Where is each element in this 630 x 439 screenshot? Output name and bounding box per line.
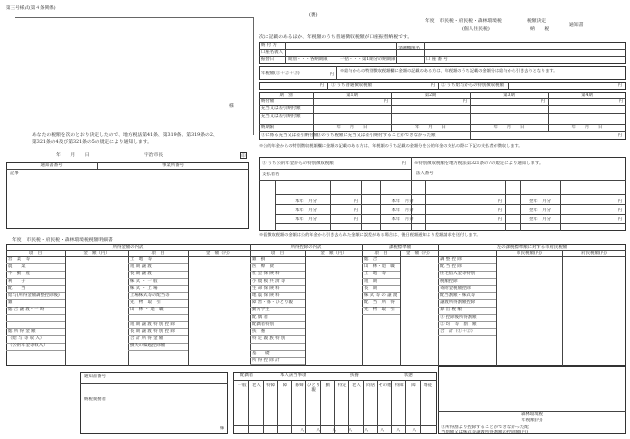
- row-divider: [128, 350, 188, 351]
- deduction-item: 特 定 親 族 特 別: [252, 336, 286, 342]
- deduction-item: 所 得 控 除 計: [252, 357, 280, 363]
- credit-item: 譲渡所得割額控除: [440, 300, 476, 306]
- notice-date: 年 月 日: [56, 153, 90, 158]
- deduction-item: 配 偶 者: [252, 314, 268, 320]
- family-col-divider: [320, 380, 321, 434]
- taxable-item: 総 合: [364, 257, 378, 262]
- form-number: 第三号様式(第４条関係): [6, 6, 56, 11]
- taxable-item: 短 期: [364, 278, 378, 284]
- income-item: 利 子: [8, 278, 26, 284]
- ordinary-label: ① うち普通徴収税額: [331, 83, 372, 88]
- annual-label: 年税額(①＋②＋③): [261, 71, 300, 76]
- seal-label: 様: [229, 104, 234, 109]
- income-item-2: 株 式 ・ 上 場: [130, 285, 158, 291]
- family-col-label: ひとり親: [306, 383, 321, 393]
- row-divider: [362, 314, 400, 315]
- annual-yen: 円: [329, 72, 334, 77]
- back-mark: (裏): [309, 13, 318, 18]
- family-col-divider: [363, 380, 364, 434]
- period-2: 第2期: [424, 93, 437, 98]
- family-col-label: 障: [411, 383, 416, 388]
- memo-label: 記事: [10, 171, 19, 176]
- deduction-item: 勤労学生: [252, 307, 270, 313]
- taxable-item: 先 物 取 引: [364, 307, 395, 313]
- family-unit: 人: [316, 428, 321, 433]
- income-item-2: 山 林 ・ 退 職: [130, 307, 164, 313]
- lump-text: 一括・・・第1期分の納期限: [340, 57, 396, 62]
- deduction-item: 基 礎: [252, 350, 270, 356]
- taxable-item: 長 期: [364, 285, 378, 291]
- row-offset-2: 充当又は差引納付額: [261, 114, 301, 119]
- income-item: 農 業: [8, 264, 26, 270]
- family-unit: 人: [364, 428, 369, 433]
- family-col-divider: [334, 380, 335, 434]
- family-col-label: 専従: [423, 383, 433, 388]
- family-col-label: 老人: [352, 383, 361, 388]
- family-col-label: 老人: [252, 383, 261, 388]
- taxable-item: 土 地 等: [364, 271, 386, 277]
- family-col-divider: [305, 380, 306, 434]
- income-item-2: 上場株式等の配当等: [130, 293, 170, 298]
- schedule-label: 振替日: [261, 57, 275, 62]
- family-col-divider: [277, 380, 278, 434]
- row-divider: [6, 350, 65, 351]
- row-divider: [250, 364, 305, 365]
- stamp-box: 印: [241, 153, 246, 158]
- deduction-item: 雑 損: [252, 257, 266, 262]
- credit-item: 住宅借入金等特別: [440, 271, 476, 277]
- deduction-item: 配偶者特別: [252, 321, 274, 327]
- taxable-item: 株 式 等 の 譲 渡: [364, 293, 398, 298]
- schedule-text: 期別・・・各納期限: [288, 57, 328, 62]
- row-divider: [438, 335, 496, 336]
- pension-note: ※公的年金からの特別徴収税額欄に金額の記載のある方は、年税額のうち記載の金額分を公的年金の支払の際に下記の支払者が徴収します。: [259, 143, 523, 148]
- family-unit: 人: [300, 428, 305, 433]
- credit-item: 算 出 税 額: [440, 307, 462, 313]
- tax-notice-form: 第三号様式(第４条関係) (裏) 年度 市民税・府民税・森林環境税 (個人住民税) 税額決定 納 税 通知書 様 あなたの税額を次のとおり決定したので、地方税法第41条、第319条、第319条の2、 第321条の4及び第321条の5の規定により通知します。 年 月 日 宇治市長 印 通知書番号 事業所番号 記事 次に記載のあるほか、年税額のうち普通徴収税額が口座振替納税です。 納 付 方 口座名義人 金融機関名 振替日 期別・・・各納期限 一括・・・第1期分の納期限 口 座 番 号 年税額(①＋②＋③) 円 ※給与からの特別徴収税額欄に金額の記載のある方は、年税額のうち記載の金額分は給与から引き去りとなります。 円 ① うち普通徴収税額 円 ② うち給与からの特別徴収税額 円 期 別 第1期 第2期 第3期 第4期 納付額 充当又は差引納付額 充当又は差引納付額 納期限 円 円 円 円 年 月 日 年 月 日 年 月 日 年 月 日 ③に係る充当又は差引納付額 ③のうち税額に充当又は差引納付することができなかった額 円 ※公的年金からの特別徴収税額欄に金額の記載のある方は、年税額のうち記載の金額分を公的年金の支払の際に下記の支払者が徴収します。 ③ うち公的年金からの特別徴収税額 円 支払者名 ※特別徴収税額を地方税法第321条の7の規定により通知します。 法人番号 本年 月分 本年 月分 本年 月分 円 円 円 本年 月分 本年 月分 本年 月分 円 円 円 翌年 月分 翌年 月分 翌年 月分 円 円 円 ※仮徴収税額の金額は公的年金から引き去られた金額に誤差がある場合は、後日税額通知より差額請求を送付します。 年度 市民税・府民税・森林環境税税額明細書 所得金額の内訳 所得控除の内訳 課税標準額 左の課税標準額に対する市府民税額 項 目 金 額（円） 項 目 金 額（円） 項 目 金 額（円） 項 目 金 額（円） 市民税額(円) 府民税額(円) 通知書番号 納税義務者 様 配偶者 本人該当事項 扶養 状態 森林環境税 年税額(円) ③所得割より控除することができなかった配 当割額又は株式等譲渡所得割額の控除額(円) 営 業 等 農 業 不 動 産 利 子 配 当 給与(所得金額調整控除後) 雑 総 合 譲 渡・一 時 総 所 得 金 額 （給 与 等 収 入） （公的年金等収入） 土 地 等 短 期 譲 渡 長 期 譲 渡 株 式 ・ 一 般 株 式 ・ 上 場 上場株式等の配当等 先 物 取 引 山 林 ・ 退 職 短 期 譲 渡 特 別 控 除 長 期 譲 渡 特 別 控 除 合 計 所 得 金 額 損失の繰越控除額 雑 損 医 療 費 社 会 保 険 料 小 規 模 共 済 等 生 命 保 険 料 地 震 保 険 料 障 害・寡・ひとり親 勤労学生 配 偶 者 配偶者特別 扶 養 特 定 親 族 特 別 基 礎 所 得 控 除 計 総 合 山 林・退 職 土 地 等 短 期 長 期 株 式 等 の 譲 渡 配 当 所 得 先 物 取 引 調 整 控 除 配 当 控 除 住宅借入金等特別 税額控除 寄附金税額控除 配当割額・株式等 譲渡所得割額控除 算 出 税 額 ③ 控除後所得割額 ② 均 等 割 額 合 計（①＋②） 一般 老人 特障 障 寡婦 ひとり親 勤 特定 老人 同居 その他 特障 障 専従 人 人 人 人 人 人 人 人: [0, 0, 630, 439]
- intro-text: 次に記載のあるほか、年税額のうち普通徴収税額が口座振替納税です。: [259, 35, 413, 40]
- annual-note: ※給与からの特別徴収税額欄に金額の記載のある方は、年税額のうち記載の金額分は給与から引き去りとなります。: [340, 68, 558, 73]
- pension-payer: 支払者名: [262, 172, 280, 177]
- family-col-divider: [405, 380, 406, 434]
- bank-label: 金融機関名: [398, 46, 420, 51]
- detail-table: [6, 244, 626, 366]
- income-item: 給与(所得金額調整控除後): [8, 293, 60, 298]
- notice-title: 納 税: [530, 27, 550, 32]
- notice-text-1: あなたの税額を次のとおり決定したので、地方税法第41条、第319条、第319条の2、: [32, 133, 218, 138]
- income-item-2: 先 物 取 引: [130, 300, 161, 306]
- notice-no-header: 通知書番号: [40, 163, 63, 168]
- credit-item: 配当割額・株式等: [440, 293, 476, 298]
- credit-item: 配 当 控 除: [440, 264, 462, 270]
- family-col-label: 寡婦: [294, 383, 304, 388]
- deficit-note-1: ③所得割より控除することができなかった配: [441, 425, 529, 430]
- income-item-2: 株 式 ・ 一 般: [130, 278, 158, 284]
- sama-label: 様: [220, 426, 225, 431]
- receipt-note-2: ③のうち税額に充当又は差引納付することができなかった額: [317, 133, 436, 138]
- family-col-divider: [248, 380, 249, 434]
- pension-block-label: ③ うち公的年金からの特別徴収税額: [262, 161, 334, 166]
- deduction-item: 医 療 費: [252, 264, 274, 270]
- income-item-2: 長 期 譲 渡 特 別 控 除: [130, 329, 175, 334]
- family-col-divider: [420, 380, 421, 434]
- family-col-divider: [263, 380, 264, 434]
- special-label: ② うち給与からの特別徴収税額: [441, 83, 504, 88]
- office-no-header: 事業所番号: [162, 163, 184, 168]
- income-item-2: 損失の繰越控除額: [130, 343, 166, 349]
- deduction-item: 小 規 模 共 済 等: [252, 278, 286, 284]
- income-item: 不 動 産: [8, 271, 30, 277]
- account-label: 口座名義人: [261, 50, 283, 55]
- row-divider: [250, 343, 305, 344]
- credit-item: 寄附金税額控除: [440, 285, 471, 291]
- deduction-item: 扶 養: [252, 329, 266, 334]
- deduction-item: 社 会 保 険 料: [252, 271, 280, 277]
- income-title: 所得金額の内訳: [112, 245, 144, 250]
- income-item: 雑: [8, 300, 13, 306]
- family-col-label: 勤: [325, 383, 331, 388]
- family-col-label: 特定: [337, 383, 347, 388]
- deduction-item: 地 震 保 険 料: [252, 293, 280, 298]
- income-item-2: 短 期 譲 渡: [130, 264, 152, 270]
- year-title: 年度 市民税・府民税・森林環境税: [425, 19, 502, 24]
- left-memo-table: [6, 162, 249, 229]
- sub-title: (個人住民税): [462, 27, 490, 32]
- payer-no-label: 法人番号: [416, 171, 434, 176]
- income-item: （公的年金等収入）: [8, 343, 48, 349]
- family-col-label: 障: [282, 383, 288, 388]
- family-unit: 人: [396, 428, 401, 433]
- period-3: 第3期: [503, 93, 515, 98]
- deduction-title: 所得控除の内訳: [290, 245, 322, 250]
- family-col-label: 同居: [366, 383, 376, 388]
- family-col-divider: [348, 380, 349, 434]
- notice-text-2: 第321条の4及び第321条の5の規定により通知します。: [32, 140, 152, 145]
- income-item: 総 所 得 金 額: [8, 329, 36, 334]
- income-item: 営 業 等: [8, 257, 30, 262]
- income-item: 総 合 譲 渡・一 時: [8, 307, 45, 313]
- notice-label: 通知書: [569, 23, 584, 28]
- period-1: 第1期: [346, 93, 358, 98]
- family-col-divider: [391, 380, 392, 434]
- credit-item: ③ 控除後所得割額: [440, 314, 477, 320]
- taxable-title: 課税標準額: [389, 245, 411, 250]
- income-item: 配 当: [8, 285, 26, 291]
- income-item-2: 長 期 譲 渡: [130, 271, 152, 277]
- bottom-note: ※仮徴収税額の金額は公的年金から引き去られた金額に誤差がある場合は、後日税額通知より差額請求を送付します。: [259, 232, 481, 237]
- deduction-item: 障 害・寡・ひとり親: [252, 300, 293, 306]
- row-divider: [6, 314, 65, 315]
- law-note: ※特別徴収税額を地方税法第321条の7の規定により通知します。: [414, 161, 544, 166]
- period-4: 第4期: [581, 93, 593, 98]
- row-payment: 納付額: [261, 99, 275, 104]
- taxable-item: 配 当 所 得: [364, 300, 395, 306]
- taxpayer-label: 納税義務者: [84, 397, 106, 402]
- period-header: 期 別: [279, 93, 293, 98]
- row-due: 納期限: [261, 125, 275, 130]
- family-col-label: 一般: [237, 383, 247, 388]
- forest-amount: 年税額(円): [521, 418, 543, 423]
- income-item: （給 与 等 収 入）: [8, 336, 45, 342]
- mayor-label: 宇治市長: [144, 153, 164, 158]
- row-offset: 充当又は差引納付額: [261, 106, 301, 111]
- row-divider: [128, 314, 188, 315]
- right-bottom-box: [438, 366, 626, 434]
- family-unit: 人: [380, 428, 385, 433]
- forest-label: 森林環境税: [521, 412, 543, 417]
- income-item-2: 土 地 等: [130, 257, 152, 262]
- credit-item: ② 均 等 割 額: [440, 321, 477, 327]
- family-col-label: 特障: [394, 383, 404, 388]
- income-item-2: 合 計 所 得 金 額: [130, 336, 164, 342]
- family-col-label: その他: [378, 383, 392, 388]
- family-col-divider: [377, 380, 378, 434]
- family-col-label: 特障: [266, 383, 276, 388]
- family-unit: 人: [332, 428, 337, 433]
- credit-item: 税額控除: [440, 278, 458, 284]
- income-item-2: 短 期 譲 渡 特 別 控 除: [130, 321, 175, 327]
- credit-item: 合 計（①＋②）: [440, 329, 476, 334]
- deduction-item: 生 命 保 険 料: [252, 285, 280, 291]
- row-divider: [6, 321, 65, 322]
- taxable-item: 山 林・退 職: [364, 264, 395, 270]
- family-unit: 人: [348, 428, 353, 433]
- deficit-note-2: 当割額又は株式等譲渡所得割額の控除額(円): [441, 430, 528, 435]
- payer-label: 納 付 方: [261, 43, 277, 48]
- notice-no-label: 通知書番号: [84, 374, 106, 379]
- decision-title: 税額決定: [527, 19, 547, 24]
- account-no-label: 口 座 番 号: [426, 57, 448, 62]
- family-unit: 人: [412, 428, 417, 433]
- detail-title: 年度 市民税・府民税・森林環境税税額明細書: [12, 238, 113, 243]
- receipt-note: ③に係る充当又は差引納付額: [261, 133, 319, 138]
- address-window: [15, 17, 254, 135]
- taxpayer-box: [80, 372, 228, 434]
- family-col-divider: [291, 380, 292, 434]
- credit-title: 左の課税標準額に対する市府民税額: [496, 245, 568, 250]
- credit-item: 調 整 控 除: [440, 257, 462, 262]
